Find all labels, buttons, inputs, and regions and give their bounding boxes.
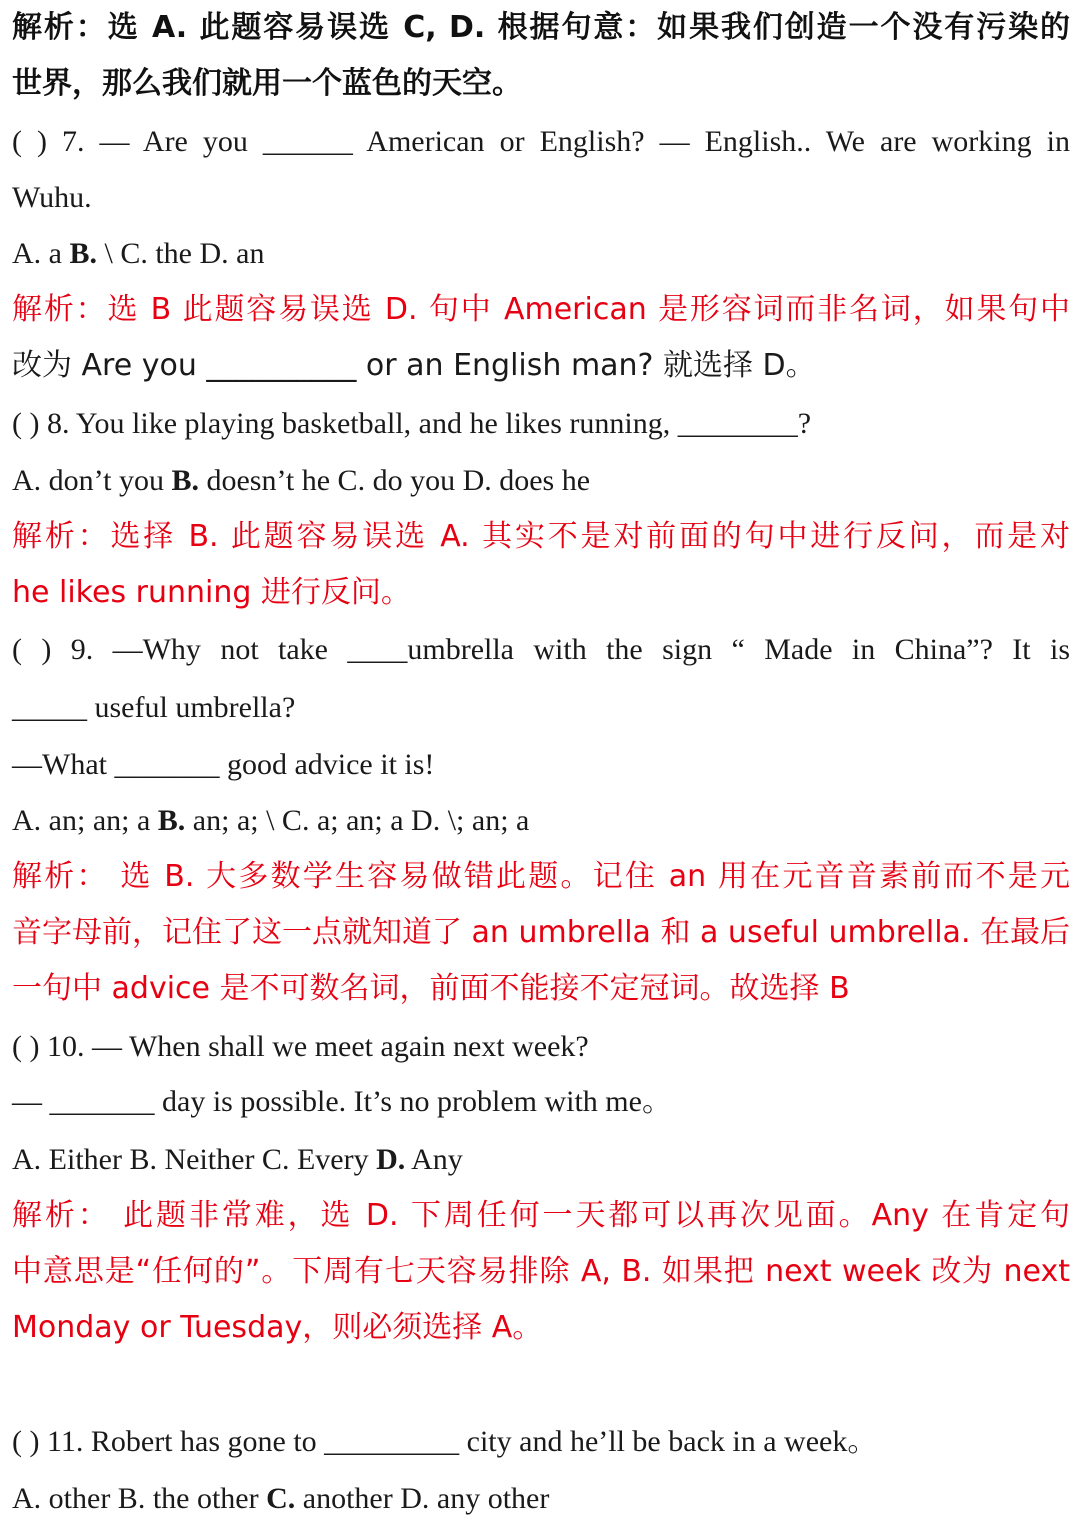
question-8-options [12, 461, 1070, 501]
option-text: an; a; \ C. a; an; a D. \; an; a [185, 804, 530, 837]
explanation-q6-line-2: 世界，那么我们就用一个蓝色的天空。 [12, 66, 522, 101]
question-7-stem-cont: Wuhu. [12, 181, 92, 214]
option-text: doesn’t he C. do you D. does he [198, 464, 591, 497]
question-11-stem: ( ) 11. Robert has gone to _________ city and he’ll be back in a week。 [12, 1425, 878, 1458]
option-text: A. an; an; a [12, 804, 158, 837]
explanation-q8-line-1: 解析：选择 B. 此题容易误选 A. 其实不是对前面的句中进行反问，而是对 [12, 519, 1070, 554]
question-9-options [12, 801, 1070, 841]
option-text: A. don’t you [12, 464, 172, 497]
question-7-stem: ( ) 7. — Are you ______ American or English? — English.. We are working in [12, 125, 1070, 158]
option-text: another D. any other [295, 1482, 550, 1515]
question-10-reply: — _______ day is possible. It’s no problem with me。 [12, 1085, 672, 1118]
option-text: A. Either B. Neither C. Every [12, 1143, 377, 1176]
question-7-options [12, 234, 1070, 274]
explanation-q10-line-1: 解析： 此题非常难，选 D. 下周任何一天都可以再次见面。Any 在肯定句 [12, 1198, 1070, 1233]
answer-marker: B. [171, 464, 199, 497]
explanation-q7-line-1: 解析：选 B 此题容易误选 D. 句中 American 是形容词而非名词，如果句中 [12, 292, 1070, 327]
answer-marker: C. [266, 1482, 296, 1515]
answer-marker: D. [376, 1143, 406, 1176]
explanation-q10-line-3: Monday or Tuesday，则必须选择 A。 [12, 1310, 543, 1345]
question-10-options [12, 1140, 1070, 1180]
explanation-q9-line-1: 解析： 选 B. 大多数学生容易做错此题。记住 an 用在元音音素前而不是元 [12, 859, 1070, 894]
answer-marker: B. [69, 237, 97, 270]
explanation-q6-line-1: 解析：选 A. 此题容易误选 C, D. 根据句意：如果我们创造一个没有污染的 [12, 10, 1070, 45]
question-11-options [12, 1479, 1070, 1519]
explanation-q9-line-3: 一句中 advice 是不可数名词，前面不能接不定冠词。故选择 B [12, 971, 850, 1006]
explanation-q7-line-2: 改为 Are you __________ or an English man? 就选择 D。 [12, 348, 816, 383]
option-text: Any [405, 1143, 463, 1176]
question-8-stem: ( ) 8. You like playing basketball, and he likes running, ________? [12, 407, 812, 440]
question-9-stem-cont: _____ useful umbrella? [12, 691, 296, 724]
option-text: A. a [12, 237, 70, 270]
question-10-stem: ( ) 10. — When shall we meet again next week? [12, 1030, 589, 1063]
answer-marker: B. [157, 804, 186, 837]
explanation-q8-line-2: he likes running 进行反问。 [12, 575, 411, 610]
question-9-reply: —What _______ good advice it is! [12, 748, 435, 781]
question-9-stem: ( ) 9. —Why not take ____umbrella with the sign “ Made in China”? It is [12, 633, 1070, 666]
option-text: A. other B. the other [12, 1482, 267, 1515]
explanation-q9-line-2: 音字母前，记住了这一点就知道了 an umbrella 和 a useful umbrella. 在最后 [12, 915, 1071, 950]
explanation-q10-line-2: 中意思是“任何的”。下周有七天容易排除 A, B. 如果把 next week 改为 next [12, 1254, 1070, 1289]
option-text: \ C. the D. an [97, 237, 265, 270]
